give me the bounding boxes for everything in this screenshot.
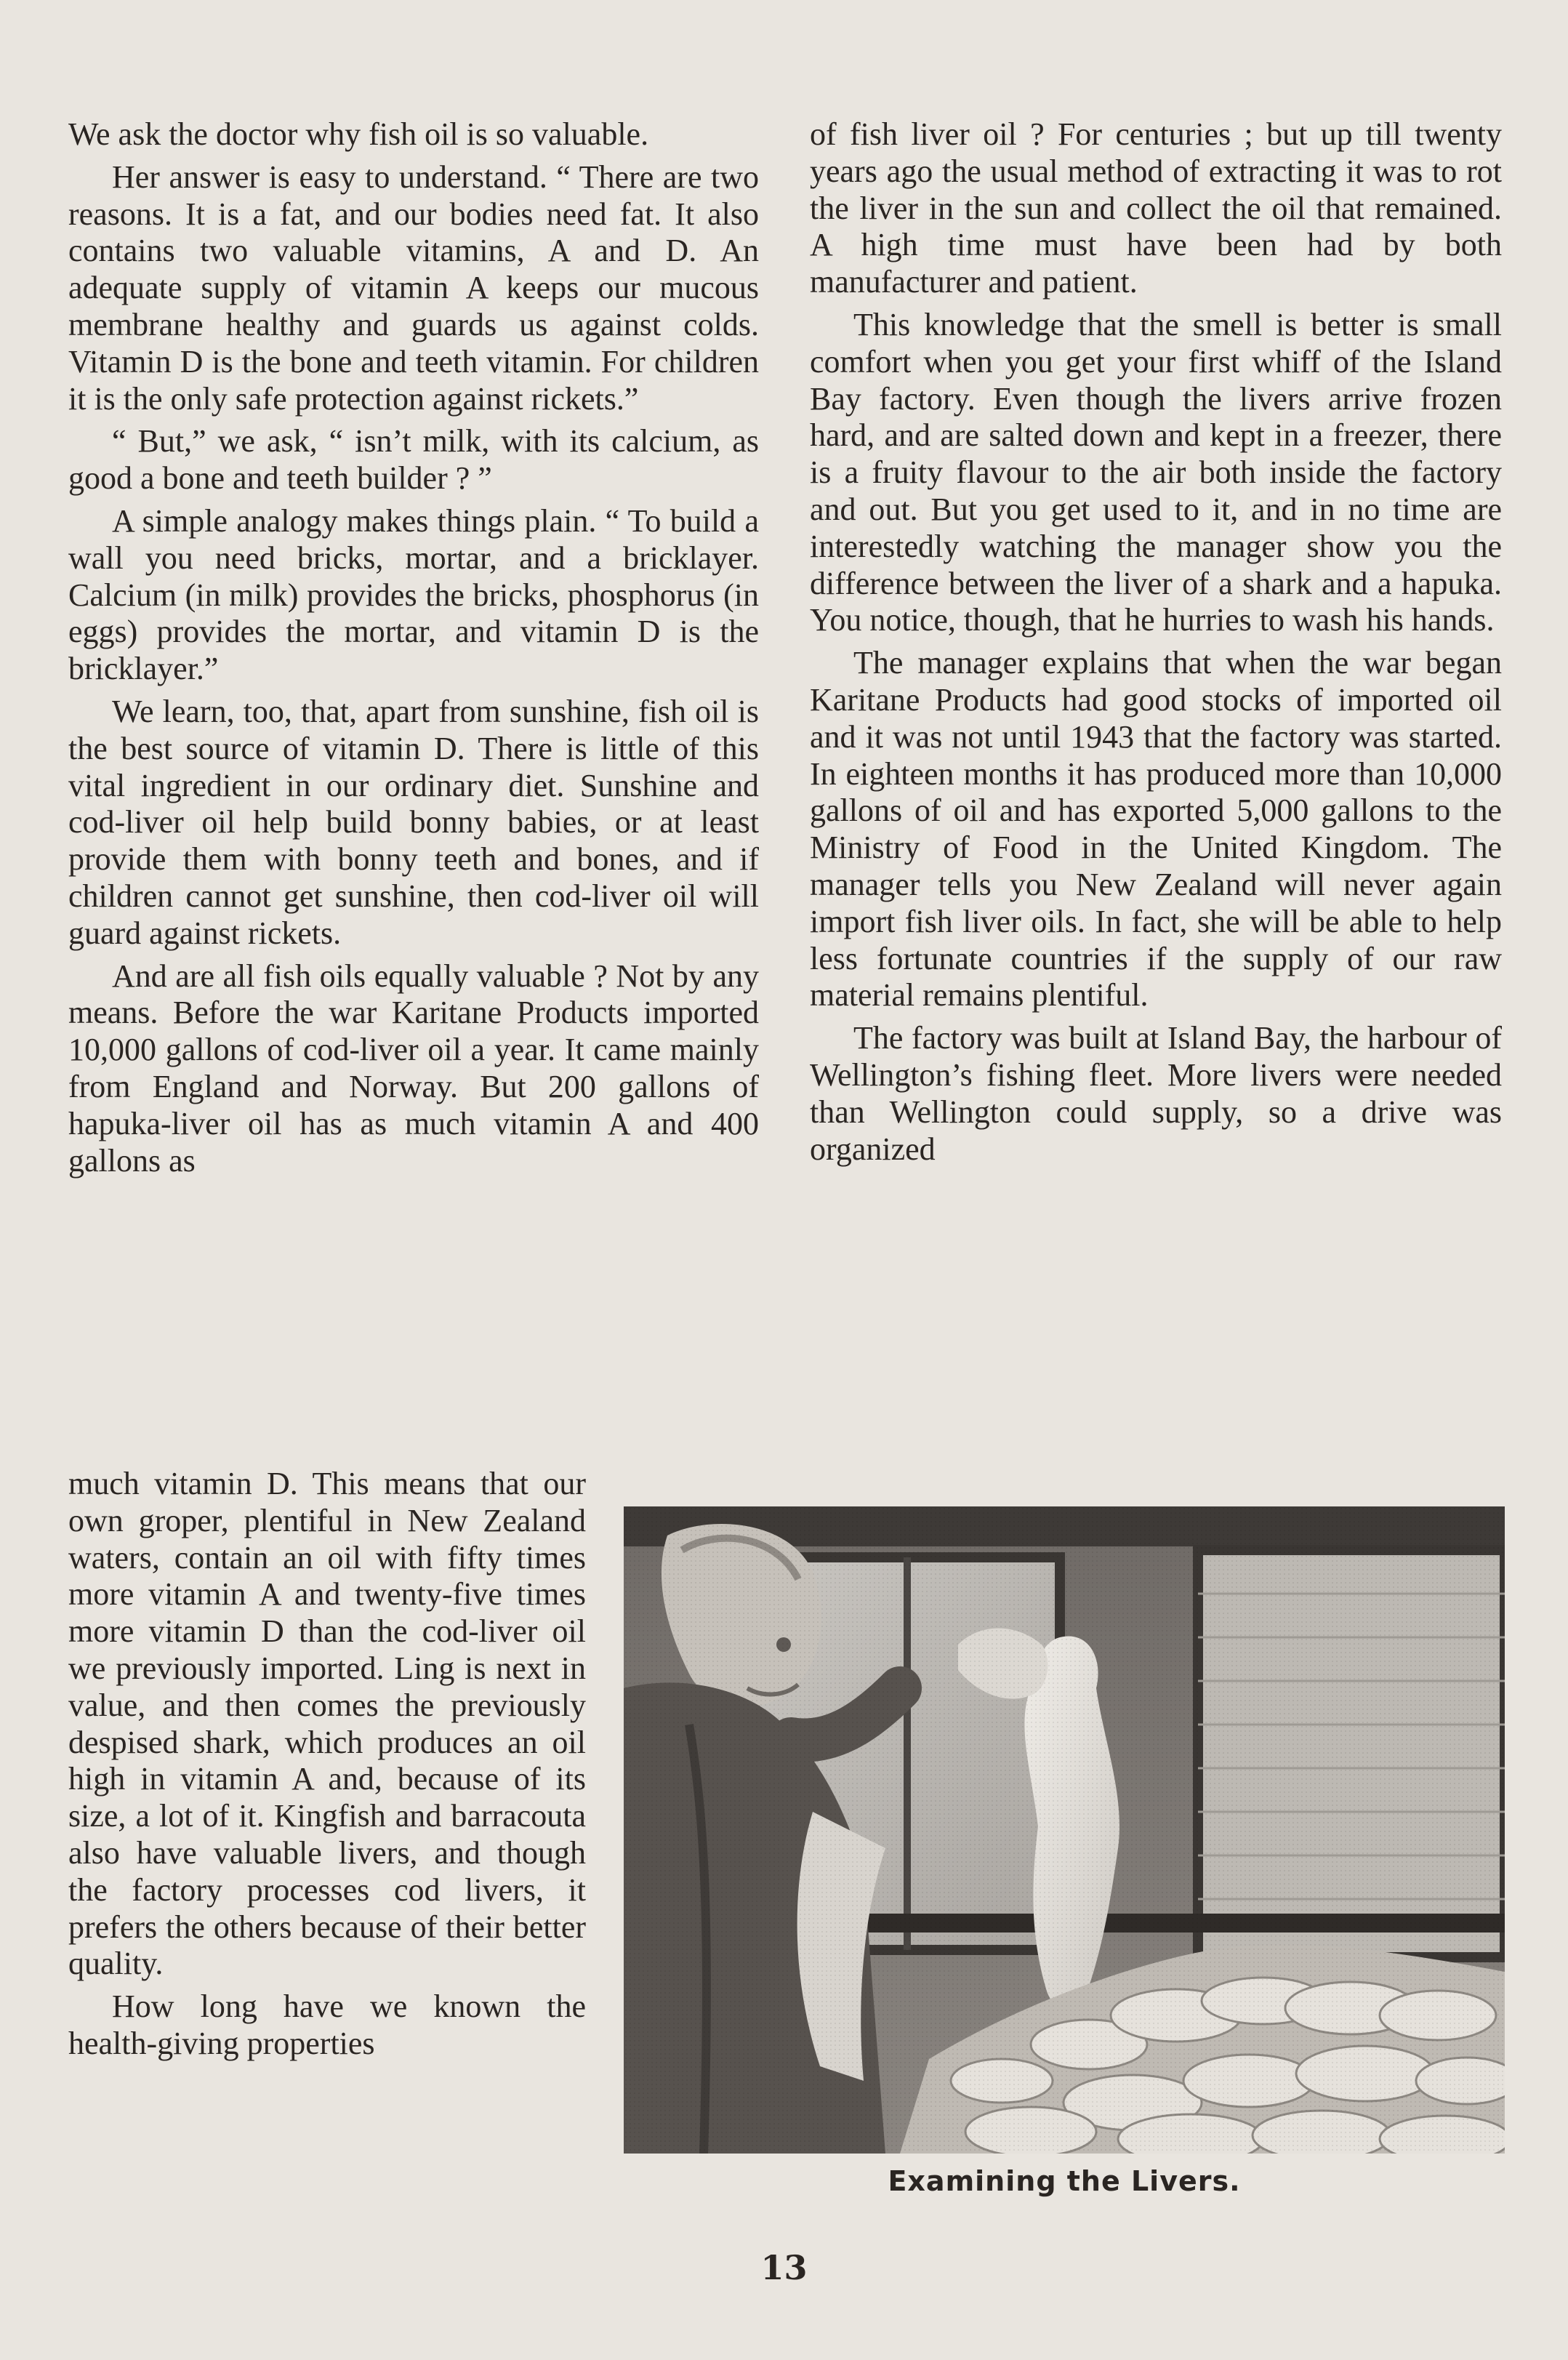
paragraph: We learn, too, that, apart from sunshine, fish oil is the best source of vitamin D. There is little of this vital ingredient in our ordinary diet. Sunshine and cod-liver oil help build bonny babies, or at least provide them with bonny teeth and bones, and if children cannot get sunshine, then cod-liver oil will guard against rickets. <box>68 693 759 951</box>
photo-caption: Examining the Livers. <box>888 2165 1241 2197</box>
paragraph: A simple analogy makes things plain. “ To build a wall you need bricks, mortar, and a bricklayer. Calcium (in milk) provides the bricks, phosphorus (in eggs) provides the mortar, and vitamin D is the bricklayer.” <box>68 502 759 687</box>
paragraph: “ But,” we ask, “ isn’t milk, with its calcium, as good a bone and teeth builder ? ” <box>68 423 759 497</box>
paragraph: And are all fish oils equally valuable ? Not by any means. Before the war Karitane Products imported 10,000 gallons of cod-liver oil a year. It came mainly from England and Norway. But 200 gallons of hapuka-liver oil has as much vitamin A and 400 gallons as <box>68 958 759 1179</box>
right-column-text <box>810 116 1502 1469</box>
paragraph: How long have we known the health-giving properties <box>68 1988 586 2061</box>
paragraph: Her answer is easy to understand. “ There are two reasons. It is a fat, and our bodies need fat. It also contains two valuable vitamins, A and D. An adequate supply of vitamin A keeps our mucous membrane healthy and guards us against colds. Vitamin D is the bone and teeth vitamin. For children it is the only safe protection against rickets.” <box>68 158 759 417</box>
paragraph: This knowledge that the smell is better is small comfort when you get your first whiff of the Island Bay factory. Even though the livers arrive frozen hard, and are salted down and kept in a freezer, there is a fruity flavour to the air both inside the factory and out. But you get used to it, and in no time are interestedly watching the manager show you the difference between the liver of a shark and a hapuka. You notice, though, that he hurries to wash his hands. <box>810 306 1502 638</box>
left-column-text <box>68 116 759 1476</box>
left-narrow-column-text <box>68 1466 586 2200</box>
paragraph: The manager explains that when the war began Karitane Products had good stocks of imported oil and it was not until 1943 that the factory was started. In eighteen months it has produced more than 10,000 gallons of oil and has exported 5,000 gallons to the Ministry of Food in the United Kingdom. The manager tells you New Zealand will never again import fish liver oils. In fact, she will be able to help less fortunate countries if the supply of our raw material remains plentiful. <box>810 645 1502 1014</box>
factory-photo <box>624 1506 1505 2154</box>
paragraph: The factory was built at Island Bay, the harbour of Wellington’s fishing fleet. More livers were needed than Wellington could supply, so a drive was organized <box>810 1020 1502 1167</box>
paragraph: of fish liver oil ? For centuries ; but up till twenty years ago the usual method of extracting it was to rot the liver in the sun and collect the oil that remained. A high time must have been had by both manufacturer and patient. <box>810 116 1502 300</box>
paragraph: much vitamin D. This means that our own groper, plentiful in New Zealand waters, contain an oil with fifty times more vitamin A and twenty-five times more vitamin D than the cod-liver oil we previously imported. Ling is next in value, and then comes the previously despised shark, which produces an oil high in vitamin A and, because of its size, a lot of it. Kingfish and barracouta also have valuable livers, and though the factory processes cod livers, it prefers the others because of their better quality. <box>68 1466 586 1982</box>
paragraph: We ask the doctor why fish oil is so valuable. <box>68 116 649 152</box>
page-number: 13 <box>760 2248 808 2287</box>
